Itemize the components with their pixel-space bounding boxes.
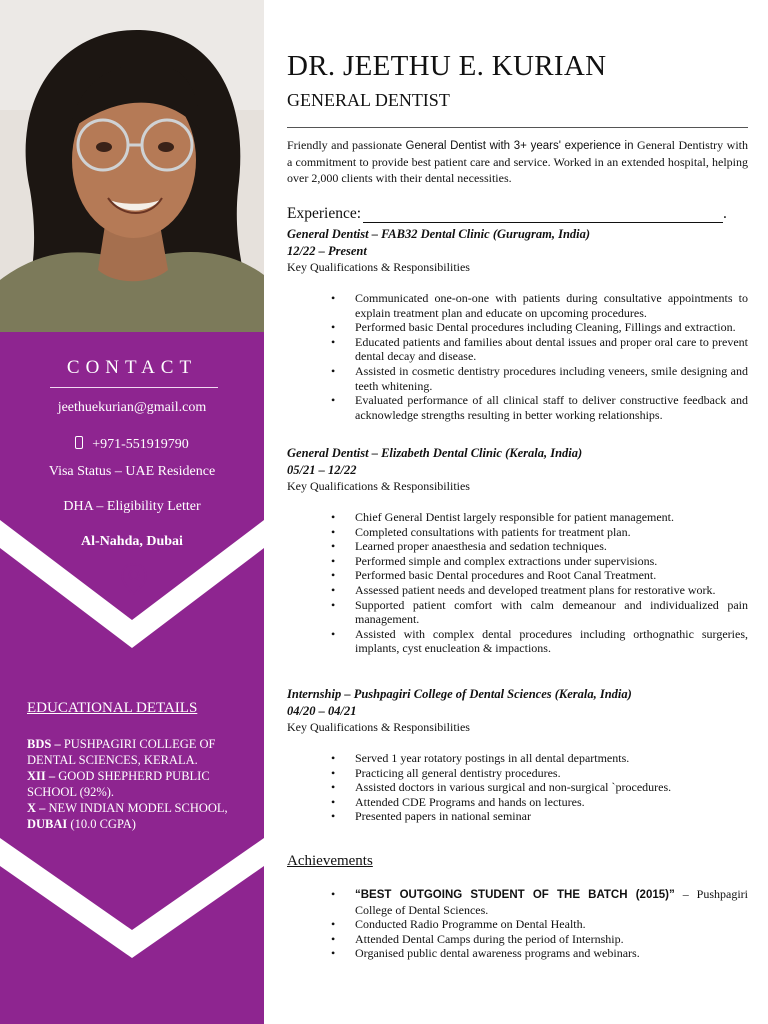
list-item: • Learned proper anaesthesia and sedation techniques.: [355, 539, 748, 554]
list-item: • Performed simple and complex extractions under supervisions.: [355, 554, 748, 569]
job-dates: 12/22 – Present: [287, 244, 367, 258]
candidate-name: DR. JEETHU E. KURIAN: [287, 50, 607, 82]
contact-email[interactable]: jeethuekurian@gmail.com: [57, 400, 207, 415]
job-title: Internship – Pushpagiri College of Dental Sciences (Kerala, India): [287, 687, 632, 701]
job-dates: 04/20 – 04/21: [287, 704, 357, 718]
job-entry: [287, 226, 748, 422]
list-item: • Completed consultations with patients for treatment plan.: [355, 525, 748, 540]
achievements: [287, 873, 748, 961]
list-item: • Chief General Dentist largely responsible for patient management.: [355, 510, 748, 525]
visa-status: Visa Status – UAE Residence: [48, 464, 216, 479]
profile-photo: [0, 0, 264, 332]
phone-icon: [75, 436, 83, 449]
list-item: • Conducted Radio Programme on Dental Health.: [355, 917, 748, 932]
job-entry: [287, 445, 748, 656]
achievement-list: [287, 887, 748, 961]
list-item: • “BEST OUTGOING STUDENT OF THE BATCH (2015)” – Pushpagiri College of Dental Sciences.: [355, 887, 748, 917]
job-dates: 05/21 – 12/22: [287, 463, 357, 477]
list-item: • Assessed patient needs and developed treatment plans for restorative work.: [355, 583, 748, 598]
list-item: • Attended Dental Camps during the period of Internship.: [355, 932, 748, 947]
list-item: • Assisted in cosmetic dentistry procedures including veneers, smile designing and teeth whitening.: [355, 364, 748, 393]
list-item: • Communicated one-on-one with patients during consultative appointments to explain treatment plan and educate on upcoming procedures.: [355, 291, 748, 320]
location-pin-icon: [119, 562, 149, 596]
dha-status: DHA – Eligibility Letter: [63, 499, 201, 514]
list-item: • Performed basic Dental procedures and Root Canal Treatment.: [355, 568, 748, 583]
chevron-decoration: [0, 838, 264, 968]
education-list: [27, 736, 252, 832]
list-item: • Evaluated performance of all clinical staff to deliver constructive feedback and acknowledge strengths resulting in better working relationships.: [355, 393, 748, 422]
contact-phone[interactable]: [0, 436, 264, 453]
job-entry: [287, 686, 748, 824]
responsibility-list: [287, 291, 748, 422]
responsibility-list: [287, 751, 748, 824]
list-item: • Practicing all general dentistry procedures.: [355, 766, 748, 781]
job-title: General Dentist – FAB32 Dental Clinic (Gurugram, India): [287, 227, 591, 241]
summary: Friendly and passionate General Dentist with 3+ years' experience in General Dentistry with a commitment to provide best patient care and service. Worked in an extended hospital, helping over 2,000 clients with their dental necessities.: [287, 138, 749, 185]
job-subheading: Key Qualifications & Responsibilities: [287, 720, 470, 734]
list-item: • Educated patients and families about dental issues and proper oral care to prevent dental decay and disease.: [355, 335, 748, 364]
list-item: • Assisted doctors in various surgical and non-surgical `procedures.: [355, 780, 748, 795]
responsibility-list: [287, 510, 748, 656]
phone-number: +971-551919790: [92, 437, 189, 452]
education-entry: BDS – PUSHPAGIRI COLLEGE OF DENTAL SCIENCES, KERALA.: [27, 737, 216, 767]
contact-heading: CONTACT: [66, 357, 198, 378]
divider: [50, 387, 218, 388]
candidate-role: GENERAL DENTIST: [287, 90, 450, 110]
list-item: • Attended CDE Programs and hands on lectures.: [355, 795, 748, 810]
job-subheading: Key Qualifications & Responsibilities: [287, 479, 470, 493]
job-subheading: Key Qualifications & Responsibilities: [287, 260, 470, 274]
list-item: • Assisted with complex dental procedures including orthognathic surgeries, implants, cyst enucleation & impactions.: [355, 627, 748, 656]
list-item: • Organised public dental awareness programs and webinars.: [355, 946, 748, 961]
sidebar: [0, 0, 264, 1024]
education-heading: EDUCATIONAL DETAILS: [27, 700, 198, 716]
job-title: General Dentist – Elizabeth Dental Clinic (Kerala, India): [287, 446, 583, 460]
experience-heading: Experience: .: [287, 205, 727, 222]
list-item: • Performed basic Dental procedures including Cleaning, Fillings and extraction.: [355, 320, 748, 335]
list-item: • Served 1 year rotatory postings in all dental departments.: [355, 751, 748, 766]
location: Al-Nahda, Dubai: [81, 534, 183, 549]
education-entry: XII – GOOD SHEPHERD PUBLIC SCHOOL (92%).: [27, 769, 210, 799]
list-item: • Presented papers in national seminar: [355, 809, 748, 824]
list-item: • Supported patient comfort with calm demeanour and individualized pain management.: [355, 598, 748, 627]
achievements-heading: Achievements: [287, 853, 373, 869]
divider: [287, 127, 748, 128]
education-entry: X – NEW INDIAN MODEL SCHOOL, DUBAI (10.0 CGPA): [27, 801, 228, 831]
